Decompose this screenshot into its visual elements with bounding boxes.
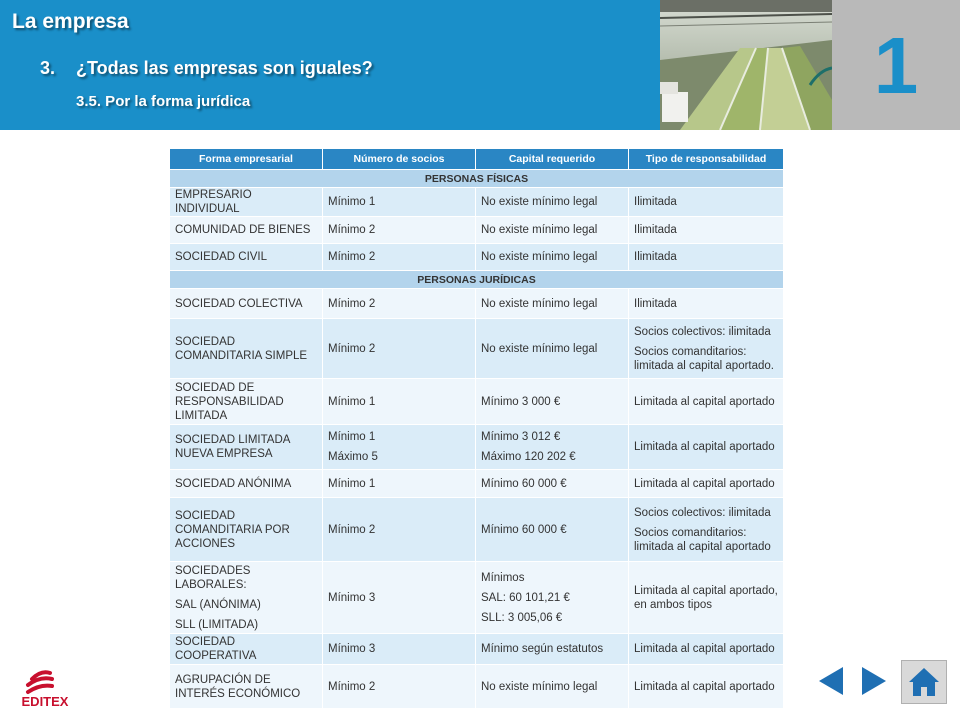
group-row-fisicas: [170, 170, 784, 188]
group-label: PERSONAS FÍSICAS: [170, 170, 784, 188]
nav-next-button[interactable]: [858, 660, 890, 702]
section-number: 3.: [40, 58, 56, 78]
table-row: [170, 289, 784, 319]
forma-line: SOCIEDADES LABORALES:: [175, 564, 251, 591]
cell-forma: SOCIEDAD COLECTIVA: [170, 289, 323, 319]
capital-line: SAL: 60 101,21 €: [481, 591, 570, 604]
cell-socios: Mínimo 2: [323, 319, 476, 379]
cell-socios: Mínimo 2: [323, 289, 476, 319]
column-header: Forma empresarial: [170, 149, 323, 170]
cell-resp: Limitada al capital aportado, en ambos tipos: [629, 562, 784, 634]
table-row: [170, 470, 784, 498]
cell-socios: Mínimo 2: [323, 665, 476, 709]
cell-forma: SOCIEDAD COMANDITARIA POR ACCIONES: [170, 498, 323, 562]
column-header: Número de socios: [323, 149, 476, 170]
cell-forma: SOCIEDAD CIVIL: [170, 244, 323, 271]
cell-resp: Ilimitada: [629, 244, 784, 271]
cell-capital: No existe mínimo legal: [476, 665, 629, 709]
cell-socios: Mínimo 2: [323, 244, 476, 271]
table-row: [170, 665, 784, 709]
cell-socios: Mínimo 1: [323, 188, 476, 217]
cell-capital: No existe mínimo legal: [476, 188, 629, 217]
resp-line: Socios comanditarios: limitada al capital aportado.: [634, 345, 774, 372]
resp-line: Socios colectivos: ilimitada: [634, 506, 771, 519]
forma-line: SLL (LIMITADA): [175, 618, 259, 631]
cell-capital: Mínimo 60 000 €: [476, 498, 629, 562]
factory-photo: [660, 0, 832, 130]
table-row: [170, 425, 784, 470]
arrow-left-icon: [817, 665, 845, 697]
capital-line: Máximo 120 202 €: [481, 451, 576, 463]
cell-capital: No existe mínimo legal: [476, 319, 629, 379]
cell-forma: SOCIEDAD COOPERATIVA: [170, 634, 323, 665]
socios-line: Máximo 5: [328, 451, 378, 463]
legal-forms-table: [169, 148, 784, 709]
group-label: PERSONAS JURÍDICAS: [170, 271, 784, 289]
cell-forma: AGRUPACIÓN DE INTERÉS ECONÓMICO: [170, 665, 323, 709]
section-title: ¿Todas las empresas son iguales?: [76, 58, 373, 78]
chapter-number: 1: [873, 21, 919, 110]
header-bar: [0, 0, 660, 130]
nav-home-button[interactable]: [901, 660, 947, 704]
resp-line: Socios comanditarios: limitada al capital aportado: [634, 526, 771, 553]
editex-logo: [10, 665, 80, 710]
cell-capital: No existe mínimo legal: [476, 217, 629, 244]
cell-capital: [476, 425, 629, 470]
table-header-row: [170, 149, 784, 170]
resp-line: Socios colectivos: ilimitada: [634, 325, 771, 338]
cell-socios: Mínimo 1: [323, 379, 476, 425]
cell-resp: Ilimitada: [629, 188, 784, 217]
table-row: [170, 634, 784, 665]
cell-resp: [629, 498, 784, 562]
cell-forma: SOCIEDAD COMANDITARIA SIMPLE: [170, 319, 323, 379]
cell-resp: Limitada al capital aportado: [629, 425, 784, 470]
cell-resp: Ilimitada: [629, 289, 784, 319]
cell-socios: [323, 425, 476, 470]
cell-forma: COMUNIDAD DE BIENES: [170, 217, 323, 244]
cell-forma: SOCIEDAD ANÓNIMA: [170, 470, 323, 498]
socios-line: Mínimo 1: [328, 431, 376, 443]
cell-resp: Limitada al capital aportado: [629, 379, 784, 425]
cell-capital: No existe mínimo legal: [476, 244, 629, 271]
capital-line: Mínimo 3 012 €: [481, 431, 561, 443]
table-row: [170, 188, 784, 217]
cell-resp: Limitada al capital aportado: [629, 665, 784, 709]
cell-capital: Mínimo 60 000 €: [476, 470, 629, 498]
table-row: [170, 244, 784, 271]
cell-resp: Limitada al capital aportado: [629, 634, 784, 665]
chapter-badge: [832, 0, 960, 130]
forma-line: SAL (ANÓNIMA): [175, 598, 261, 611]
page-title: La empresa: [12, 10, 129, 33]
cell-resp: Limitada al capital aportado: [629, 470, 784, 498]
group-row-juridicas: [170, 271, 784, 289]
cell-socios: Mínimo 2: [323, 217, 476, 244]
column-header: Capital requerido: [476, 149, 629, 170]
cell-socios: Mínimo 3: [323, 634, 476, 665]
logo-text: EDITEX: [21, 694, 69, 709]
arrow-right-icon: [860, 665, 888, 697]
cell-capital: Mínimo según estatutos: [476, 634, 629, 665]
cell-resp: [629, 319, 784, 379]
section-heading: [40, 58, 373, 79]
table-row: [170, 319, 784, 379]
cell-socios: Mínimo 1: [323, 470, 476, 498]
cell-socios: Mínimo 3: [323, 562, 476, 634]
table-row: [170, 379, 784, 425]
table-row: [170, 562, 784, 634]
cell-socios: Mínimo 2: [323, 498, 476, 562]
cell-forma: EMPRESARIO INDIVIDUAL: [170, 188, 323, 217]
cell-forma: SOCIEDAD LIMITADA NUEVA EMPRESA: [170, 425, 323, 470]
table-row: [170, 498, 784, 562]
subsection-title: 3.5. Por la forma jurídica: [76, 93, 251, 110]
cell-capital: [476, 562, 629, 634]
cell-forma: [170, 562, 323, 634]
cell-capital: No existe mínimo legal: [476, 289, 629, 319]
capital-line: Mínimos: [481, 571, 525, 584]
home-icon: [907, 666, 941, 698]
capital-line: SLL: 3 005,06 €: [481, 611, 563, 624]
cell-forma: SOCIEDAD DE RESPONSABILIDAD LIMITADA: [170, 379, 323, 425]
column-header: Tipo de responsabilidad: [629, 149, 784, 170]
cell-capital: Mínimo 3 000 €: [476, 379, 629, 425]
table-row: [170, 217, 784, 244]
cell-resp: Ilimitada: [629, 217, 784, 244]
nav-prev-button[interactable]: [815, 660, 847, 702]
